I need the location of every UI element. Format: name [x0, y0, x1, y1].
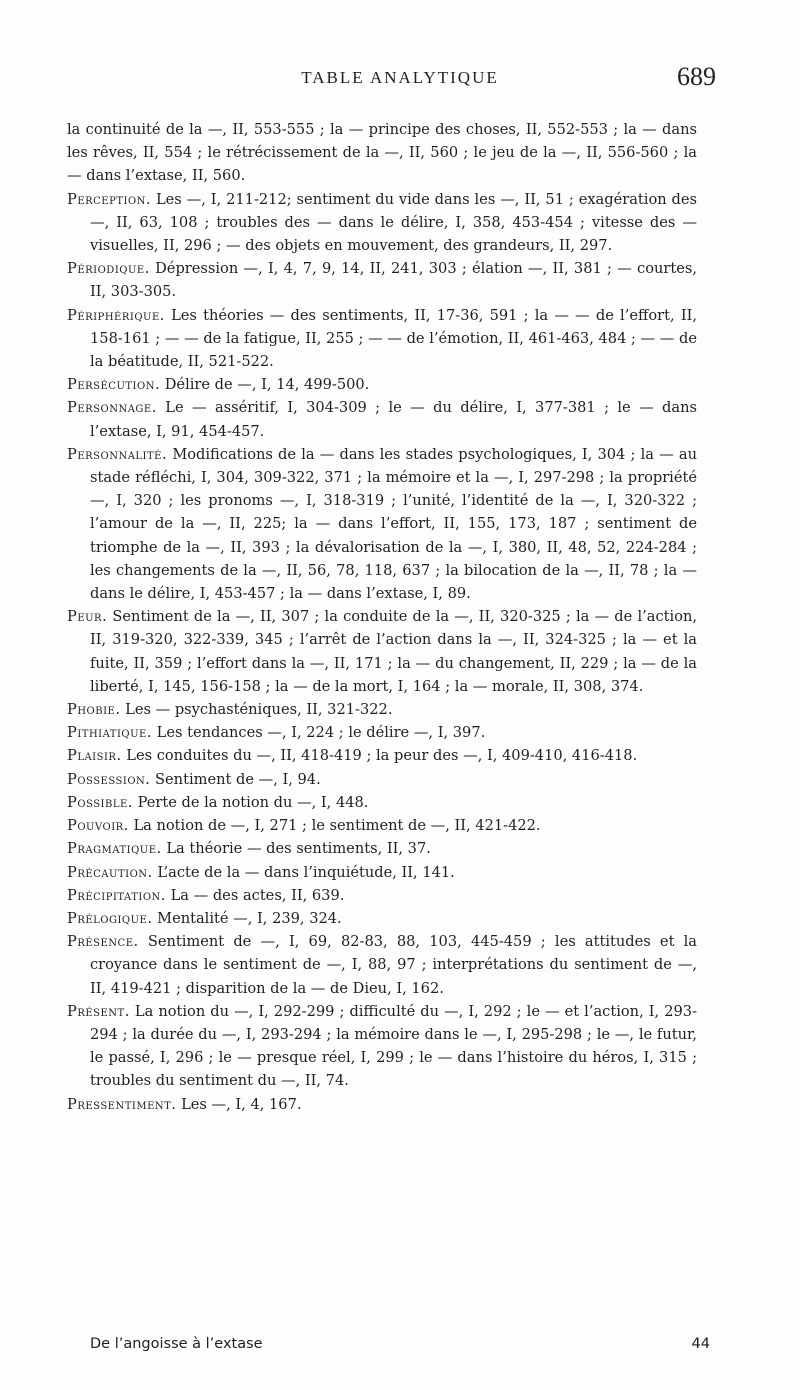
index-entry [67, 118, 697, 188]
index-entry [67, 744, 697, 767]
entry-term: Prélogique. [67, 909, 153, 927]
entry-text: La notion du —, I, 292-299 ; difficulté du —, I, 292 ; le — et l’action, I, 293-294 ; la durée du —, I, 293-294 ; la mémoire dans le —, I, 295-298 ; le —, le futur, le passé, I, 296 ; le — presque réel, I, 299 ; le — dans l’histoire du héros, I, 315 ; troubles du sentiment du —, II, 74. [90, 1002, 697, 1090]
entry-term: Pouvoir. [67, 817, 129, 835]
entry-text: Les conduites du —, II, 418-419 ; la peur des —, I, 409-410, 416-418. [126, 747, 638, 765]
page-header [0, 62, 800, 98]
entry-term: Plaisir. [67, 747, 122, 765]
entry-term: Présence. [67, 933, 139, 951]
index-entry [67, 837, 697, 860]
entry-text: La — des actes, II, 639. [170, 886, 345, 904]
index-entry [67, 814, 697, 837]
entry-text: Les théories — des sentiments, II, 17-36, 591 ; la — — de l’effort, II, 158-161 ; — — de la fatigue, II, 255 ; — — de l’émotion, II, 461-463, 484 ; — — de la béatitude, II, 521-522. [90, 306, 698, 371]
index-entry [67, 721, 697, 744]
entry-text: Le — asséritif, I, 304-309 ; le — du délire, I, 377-381 ; le — dans l’extase, I, 91, 454-457. [90, 399, 697, 440]
entry-term: Perception. [67, 190, 152, 208]
entry-text: Dépression —, I, 4, 7, 9, 14, II, 241, 303 ; élation —, II, 381 ; — courtes, II, 303-305. [90, 260, 698, 301]
entry-term: Pressentiment. [67, 1095, 177, 1113]
entry-text: Modifications de la — dans les stades psychologiques, I, 304 ; la — au stade réfléchi, I, 304, 309-322, 371 ; la mémoire et la —, I, 297-298 ; la propriété —, I, 320 ; les pronoms —, I, 318-319 ; l’unité, l’identité de la —, I, 320-322 ; l’amour de la —, II, 225; la — dans l’effort, II, 155, 173, 187 ; sentiment de triomphe de la —, II, 393 ; la dévalorisation de la —, I, 380, II, 48, 52, 224-284 ; les changements de la —, II, 56, 78, 118, 637 ; la bilocation de la —, II, 78 ; la — dans le délire, I, 453-457 ; la — dans l’extase, I, 89. [90, 445, 698, 603]
index-entry [67, 396, 697, 442]
entry-text: Mentalité —, I, 239, 324. [157, 909, 342, 927]
entry-text: Délire de —, I, 14, 499-500. [164, 376, 370, 394]
index-entry [67, 791, 697, 814]
index-body [67, 118, 697, 1116]
entry-text: Les — psychasténiques, II, 321-322. [125, 701, 393, 719]
entry-text: Sentiment de la —, II, 307 ; la conduite de la —, II, 320-325 ; la — de l’action, II, 319-320, 322-339, 345 ; l’arrêt de l’action dans la —, II, 324-325 ; la — et la fuite, II, 359 ; l’effort dans la —, II, 171 ; la — du changement, II, 229 ; la — de la liberté, I, 145, 156-158 ; la — de la mort, I, 164 ; la — morale, II, 308, 374. [90, 608, 697, 695]
entry-text: La notion de —, I, 271 ; le sentiment de —, II, 421-422. [133, 817, 541, 835]
entry-term: Peur. [67, 608, 108, 626]
entry-text: L’acte de la — dans l’inquiétude, II, 141. [157, 863, 455, 881]
entry-text: Perte de la notion du —, I, 448. [137, 793, 369, 811]
entry-term: Personnalité. [67, 445, 168, 463]
index-entry [67, 907, 697, 930]
index-entry [67, 257, 697, 303]
index-entry [67, 884, 697, 907]
entry-term: Possible. [67, 793, 133, 811]
entry-text: Les —, I, 211-212; sentiment du vide dans les —, II, 51 ; exagération des —, II, 63, 108 ; troubles des — dans le délire, I, 358, 453-454 ; vitesse des — visuelles, II, 296 ; — des objets en mouvement, des grandeurs, II, 297. [90, 190, 698, 255]
index-entry [67, 188, 697, 258]
index-entry [67, 605, 697, 698]
entry-term: Périphérique. [67, 306, 165, 324]
index-entry [67, 1000, 697, 1093]
index-entry [67, 1093, 697, 1116]
signature-label: De l’angoisse à l’extase [90, 1336, 263, 1352]
index-entry [67, 930, 697, 1000]
index-entry [67, 304, 697, 374]
entry-term: Personnage. [67, 399, 157, 417]
index-entry [67, 861, 697, 884]
signature-number: 44 [691, 1336, 710, 1352]
entry-term: Précipitation. [67, 886, 166, 904]
entry-term: Possession. [67, 770, 151, 788]
entry-text: La théorie — des sentiments, II, 37. [166, 840, 431, 858]
entry-text: Les tendances —, I, 224 ; le délire —, I, 397. [156, 724, 486, 742]
page-footer [90, 1336, 710, 1360]
running-title: TABLE ANALYTIQUE [301, 68, 499, 87]
entry-term: Périodique. [67, 260, 150, 278]
entry-term: Présent. [67, 1002, 130, 1020]
entry-term: Précaution. [67, 863, 153, 881]
index-entry [67, 698, 697, 721]
index-entry [67, 373, 697, 396]
page-number: 689 [677, 62, 716, 91]
entry-text: Sentiment de —, I, 94. [155, 770, 321, 788]
index-entry [67, 443, 697, 605]
entry-term: Phobie. [67, 701, 121, 719]
entry-term: Pithiatique. [67, 724, 152, 742]
entry-term: Persécution. [67, 376, 161, 394]
entry-term: Pragmatique. [67, 840, 162, 858]
entry-text: la continuité de la —, II, 553-555 ; la — principe des choses, II, 552-553 ; la — dans les rêves, II, 554 ; le rétrécissement de la —, II, 560 ; le jeu de la —, II, 556-560 ; la — dans l’extase, II, 560. [67, 121, 697, 185]
index-entry [67, 768, 697, 791]
entry-text: Sentiment de —, I, 69, 82-83, 88, 103, 445-459 ; les attitudes et la croyance dans le sentiment de —, I, 88, 97 ; interprétations du sentiment de —, II, 419-421 ; disparition de la — de Dieu, I, 162. [90, 933, 697, 997]
entry-text: Les —, I, 4, 167. [181, 1095, 302, 1113]
